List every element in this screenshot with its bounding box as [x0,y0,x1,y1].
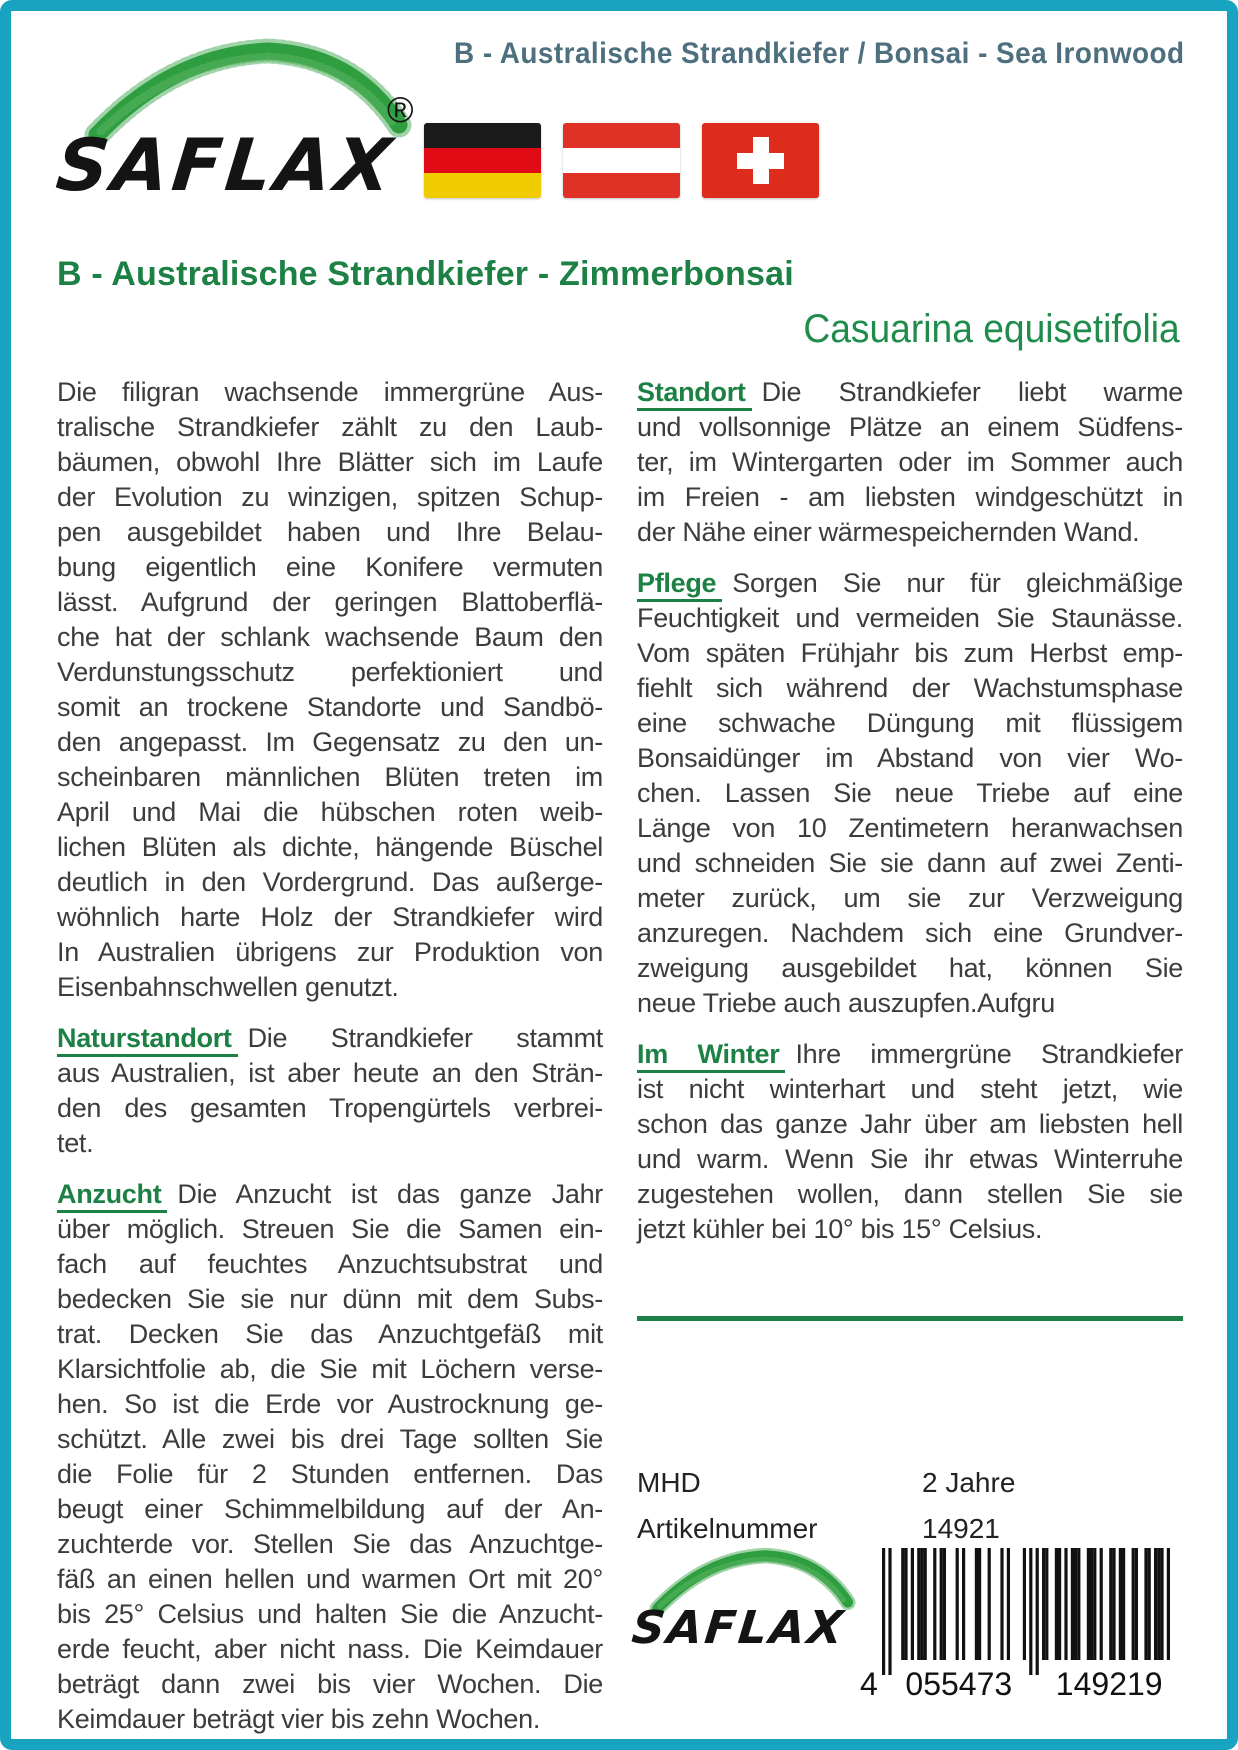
text-line: Feuchtigkeit und vermeiden Sie Staunässe. [637,603,1183,633]
text-line: bis 25° Celsius und halten Sie die Anzucht- [57,1599,603,1629]
text-line: April und Mai die hübschen roten weib- [57,797,603,827]
text-line: tralische Strandkiefer zählt zu den Laub- [57,412,603,442]
intro-paragraph [57,375,603,1005]
text-line: schon das ganze Jahr über am liebsten hell [637,1109,1183,1139]
mhd-label: MHD [637,1467,701,1498]
section-im-winter [637,1037,1183,1247]
text-line: Standort Die Strandkiefer liebt warme [637,375,1183,410]
text-line: im Freien - am liebsten windgeschützt in [637,482,1183,512]
barcode-digits-left: 055473 [905,1666,1013,1700]
flag-stripe [424,173,541,198]
flag-germany-icon [424,123,541,198]
text-line: und vollsonnige Plätze an einem Südfens- [637,412,1183,442]
text-line: bäumen, obwohl Ihre Blätter sich im Laufe [57,447,603,477]
text-line: bung eigentlich eine Konifere vermuten [57,552,603,582]
text-line: und schneiden Sie sie dann auf zwei Zenti- [637,848,1183,878]
text-line: ist nicht winterhart und steht jetzt, wie [637,1074,1183,1104]
section-naturstandort [57,1021,603,1161]
artikelnummer-value: 14921 [922,1513,1000,1544]
text-line: neue Triebe auch auszupfen.Aufgru [637,988,1055,1018]
text-line: zugestehen wollen, dann stellen Sie sie [637,1179,1183,1209]
text-line: lässt. Aufgrund der geringen Blattoberflä- [57,587,603,617]
section-heading: Anzucht [57,1179,167,1213]
text-line: eine schwache Düngung mit flüssigem [637,708,1183,738]
text-line: Bonsaidünger im Abstand von vier Wo- [637,743,1183,773]
flag-stripe [563,173,680,198]
text-line: anzuregen. Nachdem sich eine Grundver- [637,918,1183,948]
mhd-value: 2 Jahre [922,1467,1016,1498]
mhd-row [637,1467,1183,1513]
text-line: die Folie für 2 Stunden entfernen. Das [57,1459,603,1489]
text-line: meter zurück, um sie zur Verzweigung [637,883,1183,913]
section-heading: Pflege [637,568,722,602]
right-column [637,375,1183,1247]
text-line: bedecken Sie sie nur dünn mit dem Subs- [57,1284,603,1314]
flag-stripe [424,148,541,173]
text-line: che hat der schlank wachsende Baum den [57,622,603,652]
text-line: lichen Blüten als dichte, hängende Büschel [57,832,603,862]
section-anzucht [57,1177,603,1737]
flag-switzerland-icon [702,123,819,198]
text-line: Vom späten Frühjahr bis zum Herbst emp- [637,638,1183,668]
registered-trademark-icon: ® [387,89,414,130]
text-line: jetzt kühler bei 10° bis 15° Celsius. [637,1214,1043,1244]
text-line: Die filigran wachsende immergrüne Aus- [57,377,603,407]
text-line: Eisenbahnschwellen genutzt. [57,972,399,1002]
text-line: trat. Decken Sie das Anzuchtgefäß mit [57,1319,603,1349]
text-line: schützt. Alle zwei bis drei Tage sollten Sie [57,1424,603,1454]
text-line: deutlich in den Vordergrund. Das außerge- [57,867,603,897]
text-line: über möglich. Streuen Sie die Samen ein- [57,1214,603,1244]
text-line: beträgt dann zwei bis vier Wochen. Die [57,1669,603,1699]
text-line: pen ausgebildet haben und Ihre Belau- [57,517,603,547]
ean13-bars [852,1548,1202,1700]
flag-austria-icon [563,123,680,198]
barcode-digits-right: 149219 [1055,1666,1163,1700]
text-line: ter, im Wintergarten oder im Sommer auch [637,447,1183,477]
text-line: aus Australien, ist aber heute an den Strän- [57,1058,603,1088]
text-line: der Evolution zu winzigen, spitzen Schup- [57,482,603,512]
barcode-digit-first: 4 [860,1666,878,1700]
saflax-logo-bottom [631,1543,870,1663]
text-line: zuchterde vor. Stellen Sie das Anzuchtge- [57,1529,603,1559]
text-line: fäß an einen hellen und warmen Ort mit 20° [57,1564,603,1594]
brand-wordmark: SAFLAX [52,123,400,207]
section-pflege [637,566,1183,1021]
text-line: scheinbaren männlichen Blüten treten im [57,762,603,792]
text-line: tet. [57,1128,94,1158]
section-heading: Standort [637,377,752,411]
text-line: Anzucht Die Anzucht ist das ganze Jahr [57,1177,603,1212]
text-line: Länge von 10 Zentimetern heranwachsen [637,813,1183,843]
saflax-logo-top [52,31,435,221]
divider-rule [637,1316,1183,1321]
text-line: Pflege Sorgen Sie nur für gleichmäßige [637,566,1183,601]
flag-stripe [563,123,680,148]
text-line: Keimdauer beträgt vier bis zehn Wochen. [57,1704,541,1734]
left-column [57,375,603,1737]
section-heading: Naturstandort [57,1023,238,1057]
text-line: Klarsichtfolie ab, die Sie mit Löchern verse- [57,1354,603,1384]
text-line: den des gesamten Tropengürtels verbrei- [57,1093,603,1123]
text-line: den angepasst. Im Gegensatz zu den un- [57,727,603,757]
text-line: wöhnlich harte Holz der Strandkiefer wird [57,902,603,932]
artikelnummer-label: Artikelnummer [637,1513,818,1544]
text-line: fiehlt sich während der Wachstumsphase [637,673,1183,703]
text-line: hen. So ist die Erde vor Austrocknung ge- [57,1389,603,1419]
section-standort [637,375,1183,550]
text-line: fach auf feuchtes Anzuchtsubstrat und [57,1249,603,1279]
text-line: zweigung ausgebildet hat, können Sie [637,953,1183,983]
text-line: erde feucht, aber nicht nass. Die Keimdauer [57,1634,603,1664]
label-content [11,11,1227,1739]
text-line: chen. Lassen Sie neue Triebe auf eine [637,778,1183,808]
text-line: somit an trockene Standorte und Sandbö- [57,692,603,722]
text-line: Im Winter Ihre immergrüne Strandkiefer [637,1037,1183,1072]
flag-stripe [563,148,680,173]
text-line: Naturstandort Die Strandkiefer stammt [57,1021,603,1056]
flag-stripe [424,123,541,148]
species-name: Casuarina equisetifolia [803,307,1180,351]
section-heading: Im Winter [637,1039,785,1073]
brand-wordmark: SAFLAX [629,1600,848,1654]
text-line: In Australien übrigens zur Produktion von [57,937,603,967]
country-flags [424,123,819,198]
text-line: und warm. Wenn Sie ihr etwas Winterruhe [637,1144,1183,1174]
header-product-title: B - Australische Strandkiefer / Bonsai - Sea Ironwood [454,37,1185,70]
swiss-cross [737,153,784,169]
page-title: B - Australische Strandkiefer - Zimmerbonsai [57,255,794,293]
text-line: der Nähe einer wärmespeichernden Wand. [637,517,1140,547]
text-line: Verdunstungsschutz perfektioniert und [57,657,603,687]
text-line: beugt einer Schimmelbildung auf der An- [57,1494,603,1524]
ean13-barcode [852,1548,1202,1700]
